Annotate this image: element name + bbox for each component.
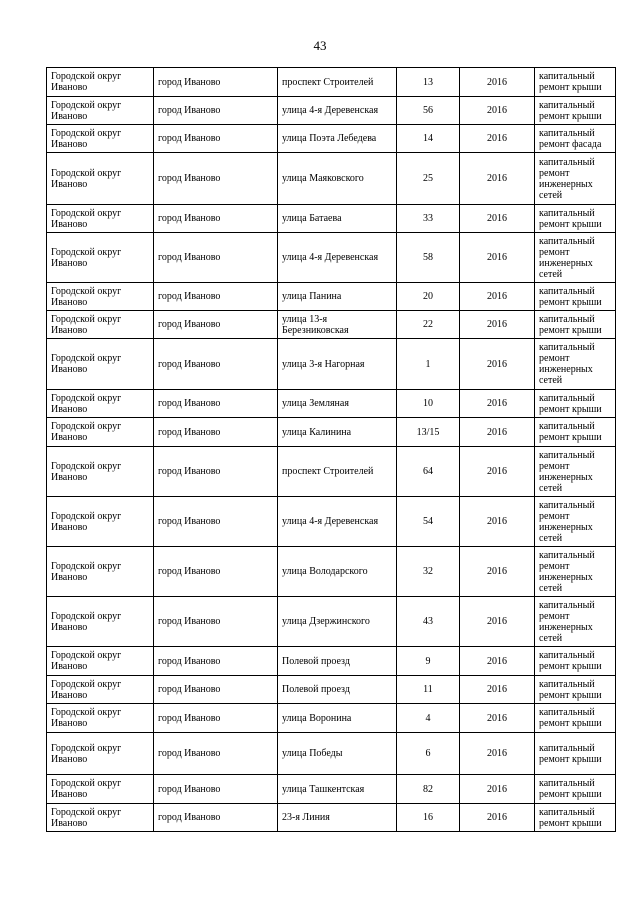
house-number-cell-text: 4	[425, 712, 431, 724]
house-number-cell	[397, 418, 460, 447]
house-number-cell-text: 13	[423, 76, 433, 88]
settlement-cell-text: город Иваново	[158, 748, 221, 759]
year-cell-text: 2016	[487, 466, 507, 477]
year-cell-text: 2016	[487, 173, 507, 184]
settlement-cell	[154, 339, 278, 390]
house-number-cell	[397, 704, 460, 733]
municipality-cell	[47, 125, 154, 153]
page-number: 43	[313, 38, 327, 53]
municipality-cell	[47, 68, 154, 97]
work-type-cell-text: капитальный ремонт крыши	[539, 650, 602, 672]
year-cell	[460, 283, 535, 311]
work-type-cell	[535, 418, 616, 447]
year-cell-text: 2016	[487, 319, 507, 330]
work-type-cell-text: капитальный ремонт инженерных сетей	[539, 599, 595, 644]
year-cell-text: 2016	[487, 684, 507, 695]
table-row	[47, 339, 616, 390]
street-cell-text: проспект Строителей	[282, 76, 374, 88]
municipality-cell-text: Городской округ Иваново	[51, 71, 122, 93]
settlement-cell	[154, 704, 278, 733]
year-cell-text: 2016	[487, 516, 507, 527]
house-number-cell-text: 11	[423, 684, 433, 695]
municipality-cell-text: Городской округ Иваново	[51, 285, 122, 308]
house-number-cell-text: 16	[423, 812, 433, 823]
street-cell-text: улица Калинина	[282, 426, 352, 438]
work-type-cell-text: капитальный ремонт крыши	[539, 742, 602, 765]
work-type-cell-text: капитальный ремонт крыши	[539, 392, 602, 415]
work-type-cell	[535, 775, 616, 804]
work-type-cell	[535, 497, 616, 547]
municipality-cell	[47, 339, 154, 390]
year-cell-text: 2016	[487, 616, 507, 627]
work-type-cell	[535, 125, 616, 153]
work-type-cell	[535, 704, 616, 733]
house-number-cell	[397, 676, 460, 704]
street-cell-text: Полевой проезд	[282, 655, 350, 667]
house-number-cell-text: 33	[423, 213, 433, 224]
street-cell-text: улица 4-я Деревенская	[282, 105, 379, 116]
year-cell-text: 2016	[487, 252, 507, 263]
year-cell-text: 2016	[487, 398, 507, 409]
settlement-cell-text: город Иваново	[158, 616, 221, 627]
house-number-cell-text: 22	[423, 319, 433, 330]
work-type-cell-text: капитальный ремонт инженерных сетей	[539, 449, 595, 494]
municipality-cell	[47, 597, 154, 647]
year-cell-text: 2016	[487, 783, 507, 795]
street-cell	[278, 704, 397, 733]
year-cell-text: 2016	[487, 812, 507, 823]
street-cell	[278, 418, 397, 447]
street-cell	[278, 205, 397, 233]
settlement-cell	[154, 647, 278, 676]
house-number-cell	[397, 733, 460, 775]
settlement-cell-text: город Иваново	[158, 566, 221, 577]
table-row	[47, 447, 616, 497]
year-cell-text: 2016	[487, 291, 507, 302]
house-number-cell-text: 13/15	[416, 426, 440, 438]
work-type-cell-text: капитальный ремонт крыши	[539, 99, 602, 122]
house-number-cell-text: 6	[425, 748, 431, 759]
work-type-cell-text: капитальный ремонт инженерных сетей	[539, 156, 595, 201]
year-cell	[460, 390, 535, 418]
municipality-cell-text: Городской округ Иваново	[51, 742, 122, 765]
street-cell-text: улица Победы	[282, 748, 343, 759]
municipality-cell-text: Городской округ Иваново	[51, 510, 122, 533]
table-row	[47, 597, 616, 647]
settlement-cell	[154, 547, 278, 597]
house-number-cell-text: 1	[425, 358, 431, 370]
settlement-cell	[154, 153, 278, 205]
settlement-cell-text: город Иваново	[158, 213, 221, 224]
settlement-cell-text: город Иваново	[158, 319, 221, 330]
house-number-cell-text: 43	[423, 616, 433, 627]
year-cell-text: 2016	[487, 712, 507, 724]
work-type-cell	[535, 233, 616, 283]
settlement-cell-text: город Иваново	[158, 358, 221, 370]
work-type-cell	[535, 390, 616, 418]
street-cell-text: улица 3-я Нагорная	[282, 358, 365, 370]
municipality-cell-text: Городской округ Иваново	[51, 610, 122, 633]
year-cell	[460, 153, 535, 205]
street-cell-text: улица Володарского	[282, 566, 368, 577]
municipality-cell-text: Городской округ Иваново	[51, 806, 122, 829]
house-number-cell	[397, 233, 460, 283]
municipality-cell	[47, 547, 154, 597]
settlement-cell-text: город Иваново	[158, 684, 221, 695]
street-cell	[278, 233, 397, 283]
municipality-cell	[47, 97, 154, 125]
work-type-cell	[535, 647, 616, 676]
street-cell	[278, 68, 397, 97]
municipality-cell-text: Городской округ Иваново	[51, 778, 122, 800]
year-cell	[460, 311, 535, 339]
table-row	[47, 233, 616, 283]
municipality-cell	[47, 676, 154, 704]
work-type-cell	[535, 311, 616, 339]
table-row	[47, 676, 616, 704]
settlement-cell-text: город Иваново	[158, 516, 221, 527]
table-row	[47, 125, 616, 153]
house-number-cell	[397, 647, 460, 676]
street-cell	[278, 311, 397, 339]
house-number-cell-text: 54	[423, 516, 433, 527]
work-type-cell-text: капитальный ремонт крыши	[539, 421, 602, 443]
municipality-cell	[47, 418, 154, 447]
work-type-cell	[535, 339, 616, 390]
street-cell-text: улица Батаева	[282, 213, 342, 224]
house-number-cell	[397, 390, 460, 418]
municipality-cell	[47, 311, 154, 339]
year-cell-text: 2016	[487, 655, 507, 667]
year-cell	[460, 68, 535, 97]
street-cell-text: улица 4-я Деревенская	[282, 252, 379, 263]
municipality-cell-text: Городской округ Иваново	[51, 650, 122, 672]
settlement-cell-text: город Иваново	[158, 105, 221, 116]
municipality-cell-text: Городской округ Иваново	[51, 207, 122, 230]
settlement-cell	[154, 497, 278, 547]
municipality-cell-text: Городской округ Иваново	[51, 167, 122, 190]
year-cell	[460, 418, 535, 447]
house-number-cell-text: 32	[423, 566, 433, 577]
municipality-cell	[47, 205, 154, 233]
housing-repair-table	[46, 67, 616, 832]
house-number-cell	[397, 775, 460, 804]
table-row	[47, 390, 616, 418]
year-cell-text: 2016	[487, 566, 507, 577]
street-cell-text: улица Дзержинского	[282, 616, 370, 627]
street-cell-text: 23-я Линия	[282, 812, 330, 823]
work-type-cell-text: капитальный ремонт крыши	[539, 778, 602, 800]
street-cell	[278, 283, 397, 311]
table-row	[47, 497, 616, 547]
year-cell	[460, 125, 535, 153]
house-number-cell-text: 14	[423, 133, 433, 144]
table-row	[47, 311, 616, 339]
settlement-cell-text: город Иваново	[158, 783, 221, 795]
house-number-cell-text: 20	[423, 291, 433, 302]
year-cell-text: 2016	[487, 213, 507, 224]
table-row	[47, 68, 616, 97]
street-cell	[278, 775, 397, 804]
street-cell-text: улица 13-я Березниковская	[282, 313, 349, 336]
settlement-cell	[154, 205, 278, 233]
street-cell	[278, 547, 397, 597]
work-type-cell	[535, 733, 616, 775]
work-type-cell-text: капитальный ремонт крыши	[539, 207, 602, 230]
work-type-cell-text: капитальный ремонт инженерных сетей	[539, 549, 595, 594]
table-row	[47, 775, 616, 804]
work-type-cell-text: капитальный ремонт фасада	[539, 127, 602, 150]
municipality-cell	[47, 804, 154, 832]
municipality-cell-text: Городской округ Иваново	[51, 246, 122, 269]
year-cell	[460, 233, 535, 283]
year-cell	[460, 339, 535, 390]
table-row	[47, 733, 616, 775]
house-number-cell-text: 25	[423, 173, 433, 184]
house-number-cell	[397, 283, 460, 311]
house-number-cell	[397, 339, 460, 390]
street-cell	[278, 153, 397, 205]
settlement-cell	[154, 283, 278, 311]
municipality-cell	[47, 233, 154, 283]
year-cell	[460, 97, 535, 125]
work-type-cell-text: капитальный ремонт крыши	[539, 707, 602, 729]
settlement-cell-text: город Иваново	[158, 291, 221, 302]
settlement-cell-text: город Иваново	[158, 466, 221, 477]
house-number-cell-text: 9	[425, 655, 431, 667]
house-number-cell	[397, 497, 460, 547]
settlement-cell	[154, 311, 278, 339]
table-row	[47, 547, 616, 597]
municipality-cell-text: Городской округ Иваново	[51, 99, 122, 122]
work-type-cell-text: капитальный ремонт крыши	[539, 285, 602, 308]
work-type-cell	[535, 153, 616, 205]
street-cell	[278, 497, 397, 547]
work-type-cell	[535, 68, 616, 97]
street-cell	[278, 676, 397, 704]
municipality-cell	[47, 283, 154, 311]
table-row	[47, 283, 616, 311]
settlement-cell	[154, 804, 278, 832]
house-number-cell	[397, 804, 460, 832]
year-cell	[460, 775, 535, 804]
house-number-cell	[397, 597, 460, 647]
settlement-cell	[154, 390, 278, 418]
municipality-cell	[47, 733, 154, 775]
year-cell	[460, 497, 535, 547]
settlement-cell	[154, 125, 278, 153]
street-cell-text: улица Земляная	[282, 398, 349, 409]
year-cell-text: 2016	[487, 76, 507, 88]
street-cell	[278, 733, 397, 775]
table-row	[47, 153, 616, 205]
street-cell	[278, 447, 397, 497]
year-cell	[460, 547, 535, 597]
house-number-cell	[397, 547, 460, 597]
street-cell-text: улица Поэта Лебедева	[282, 133, 377, 144]
municipality-cell	[47, 447, 154, 497]
year-cell-text: 2016	[487, 748, 507, 759]
municipality-cell-text: Городской округ Иваново	[51, 707, 122, 729]
settlement-cell	[154, 418, 278, 447]
year-cell	[460, 647, 535, 676]
settlement-cell-text: город Иваново	[158, 173, 221, 184]
work-type-cell-text: капитальный ремонт инженерных сетей	[539, 342, 595, 386]
house-number-cell	[397, 125, 460, 153]
settlement-cell-text: город Иваново	[158, 398, 221, 409]
year-cell	[460, 597, 535, 647]
street-cell	[278, 339, 397, 390]
settlement-cell	[154, 233, 278, 283]
settlement-cell-text: город Иваново	[158, 76, 221, 88]
settlement-cell	[154, 775, 278, 804]
settlement-cell-text: город Иваново	[158, 426, 221, 438]
work-type-cell	[535, 97, 616, 125]
settlement-cell-text: город Иваново	[158, 133, 221, 144]
year-cell	[460, 704, 535, 733]
settlement-cell-text: город Иваново	[158, 712, 221, 724]
municipality-cell	[47, 497, 154, 547]
work-type-cell	[535, 676, 616, 704]
municipality-cell-text: Городской округ Иваново	[51, 392, 122, 415]
municipality-cell-text: Городской округ Иваново	[51, 460, 122, 483]
year-cell-text: 2016	[487, 133, 507, 144]
street-cell	[278, 647, 397, 676]
house-number-cell-text: 58	[423, 252, 433, 263]
work-type-cell	[535, 804, 616, 832]
work-type-cell	[535, 447, 616, 497]
municipality-cell	[47, 704, 154, 733]
work-type-cell	[535, 283, 616, 311]
municipality-cell-text: Городской округ Иваново	[51, 421, 122, 443]
municipality-cell	[47, 775, 154, 804]
settlement-cell-text: город Иваново	[158, 252, 221, 263]
table-row	[47, 704, 616, 733]
work-type-cell-text: капитальный ремонт крыши	[539, 71, 602, 93]
work-type-cell-text: капитальный ремонт крыши	[539, 806, 602, 829]
street-cell	[278, 97, 397, 125]
house-number-cell	[397, 311, 460, 339]
municipality-cell-text: Городской округ Иваново	[51, 127, 122, 150]
municipality-cell-text: Городской округ Иваново	[51, 678, 122, 701]
street-cell	[278, 125, 397, 153]
year-cell-text: 2016	[487, 105, 507, 116]
table-body	[47, 68, 616, 832]
house-number-cell-text: 64	[423, 466, 433, 477]
street-cell-text: улица 4-я Деревенская	[282, 516, 379, 527]
work-type-cell	[535, 597, 616, 647]
street-cell-text: улица Ташкентская	[282, 783, 365, 795]
settlement-cell-text: город Иваново	[158, 812, 221, 823]
year-cell-text: 2016	[487, 358, 507, 370]
house-number-cell	[397, 447, 460, 497]
street-cell	[278, 597, 397, 647]
year-cell	[460, 205, 535, 233]
street-cell-text: Полевой проезд	[282, 684, 350, 695]
work-type-cell-text: капитальный ремонт крыши	[539, 313, 602, 336]
municipality-cell-text: Городской округ Иваново	[51, 353, 122, 375]
table-row	[47, 418, 616, 447]
table-row	[47, 804, 616, 832]
year-cell	[460, 733, 535, 775]
year-cell	[460, 676, 535, 704]
settlement-cell	[154, 597, 278, 647]
settlement-cell	[154, 97, 278, 125]
municipality-cell-text: Городской округ Иваново	[51, 313, 122, 336]
work-type-cell	[535, 205, 616, 233]
street-cell-text: проспект Строителей	[282, 466, 374, 477]
table-row	[47, 647, 616, 676]
street-cell-text: улица Воронина	[282, 712, 352, 724]
street-cell	[278, 390, 397, 418]
street-cell-text: улица Панина	[282, 291, 342, 302]
table-row	[47, 97, 616, 125]
settlement-cell	[154, 676, 278, 704]
settlement-cell	[154, 68, 278, 97]
street-cell	[278, 804, 397, 832]
work-type-cell-text: капитальный ремонт инженерных сетей	[539, 499, 595, 544]
settlement-cell-text: город Иваново	[158, 655, 221, 667]
house-number-cell	[397, 205, 460, 233]
table-row	[47, 205, 616, 233]
settlement-cell	[154, 733, 278, 775]
work-type-cell-text: капитальный ремонт инженерных сетей	[539, 235, 595, 280]
work-type-cell-text: капитальный ремонт крыши	[539, 678, 602, 701]
work-type-cell	[535, 547, 616, 597]
year-cell	[460, 447, 535, 497]
house-number-cell-text: 10	[423, 398, 433, 409]
house-number-cell-text: 56	[423, 105, 433, 116]
house-number-cell	[397, 97, 460, 125]
year-cell	[460, 804, 535, 832]
settlement-cell	[154, 447, 278, 497]
year-cell-text: 2016	[487, 426, 507, 438]
municipality-cell	[47, 647, 154, 676]
municipality-cell	[47, 390, 154, 418]
municipality-cell-text: Городской округ Иваново	[51, 560, 122, 583]
street-cell-text: улица Маяковского	[282, 173, 364, 184]
house-number-cell-text: 82	[423, 783, 433, 795]
house-number-cell	[397, 153, 460, 205]
municipality-cell	[47, 153, 154, 205]
house-number-cell	[397, 68, 460, 97]
